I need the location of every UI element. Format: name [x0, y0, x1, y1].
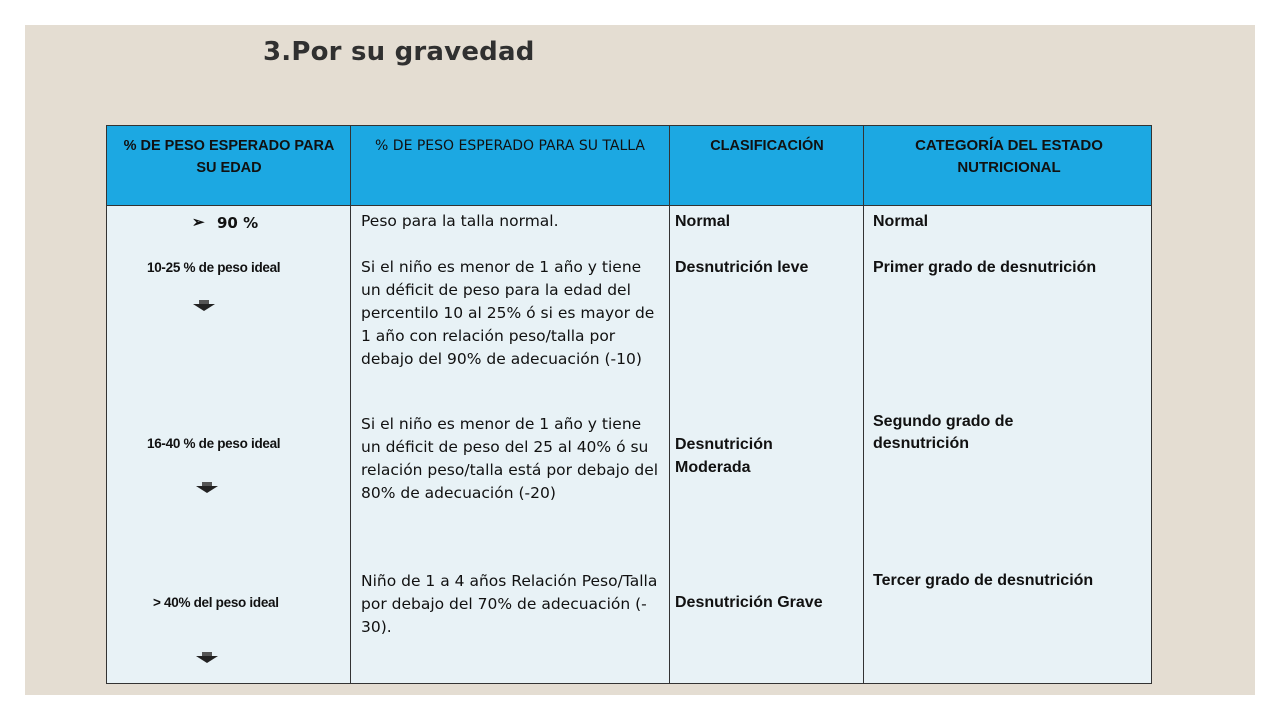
peso-edad-normal: 90 %: [217, 214, 259, 232]
column-divider: [669, 126, 670, 683]
header-peso-talla: % DE PESO ESPERADO PARA SU TALLA: [375, 138, 645, 154]
categoria-normal: Normal: [873, 213, 929, 230]
header-peso-edad: % DE PESO ESPERADO PARA SU EDAD: [123, 138, 335, 176]
nutrition-table: [106, 125, 1152, 684]
clasificacion-normal: Normal: [675, 213, 731, 230]
slide-title: 3.Por su gravedad: [263, 37, 535, 67]
peso-talla-moderada: Si el niño es menor de 1 año y tiene un déficit de peso del 25 al 40% ó su relación peso/talla está por debajo del 80% de adecuación (-20): [361, 415, 659, 502]
down-arrow-icon: [196, 482, 218, 494]
peso-edad-leve: 10-25 % de peso ideal: [147, 260, 281, 275]
header-clasificacion: CLASIFICACIÓN: [710, 138, 824, 154]
bullet-icon: ➢: [192, 214, 205, 231]
down-arrow-icon: [196, 652, 218, 664]
categoria-primer-grado: Primer grado de desnutrición: [873, 259, 1097, 276]
clasificacion-grave: Desnutrición Grave: [675, 594, 823, 611]
categoria-tercer-grado: Tercer grado de desnutrición: [873, 572, 1094, 589]
column-divider: [863, 126, 864, 683]
peso-talla-grave: Niño de 1 a 4 años Relación Peso/Talla por debajo del 70% de adecuación (- 30).: [361, 572, 658, 636]
peso-edad-moderada: 16-40 % de peso ideal: [147, 436, 281, 451]
clasificacion-leve: Desnutrición leve: [675, 259, 809, 276]
header-categoria: CATEGORÍA DEL ESTADO NUTRICIONAL: [915, 137, 1103, 176]
down-arrow-icon: [193, 300, 215, 312]
categoria-segundo-grado: Segundo grado de desnutrición: [873, 413, 1014, 452]
clasificacion-moderada: Desnutrición Moderada: [675, 436, 773, 476]
peso-talla-leve: Si el niño es menor de 1 año y tiene un déficit de peso para la edad del percentilo 10 al 25% ó si es mayor de 1 año con relación peso/talla por debajo del 90% de adecuación (-10): [361, 258, 655, 368]
peso-talla-normal: Peso para la talla normal.: [361, 212, 559, 230]
peso-edad-grave: > 40% del peso ideal: [153, 595, 279, 610]
